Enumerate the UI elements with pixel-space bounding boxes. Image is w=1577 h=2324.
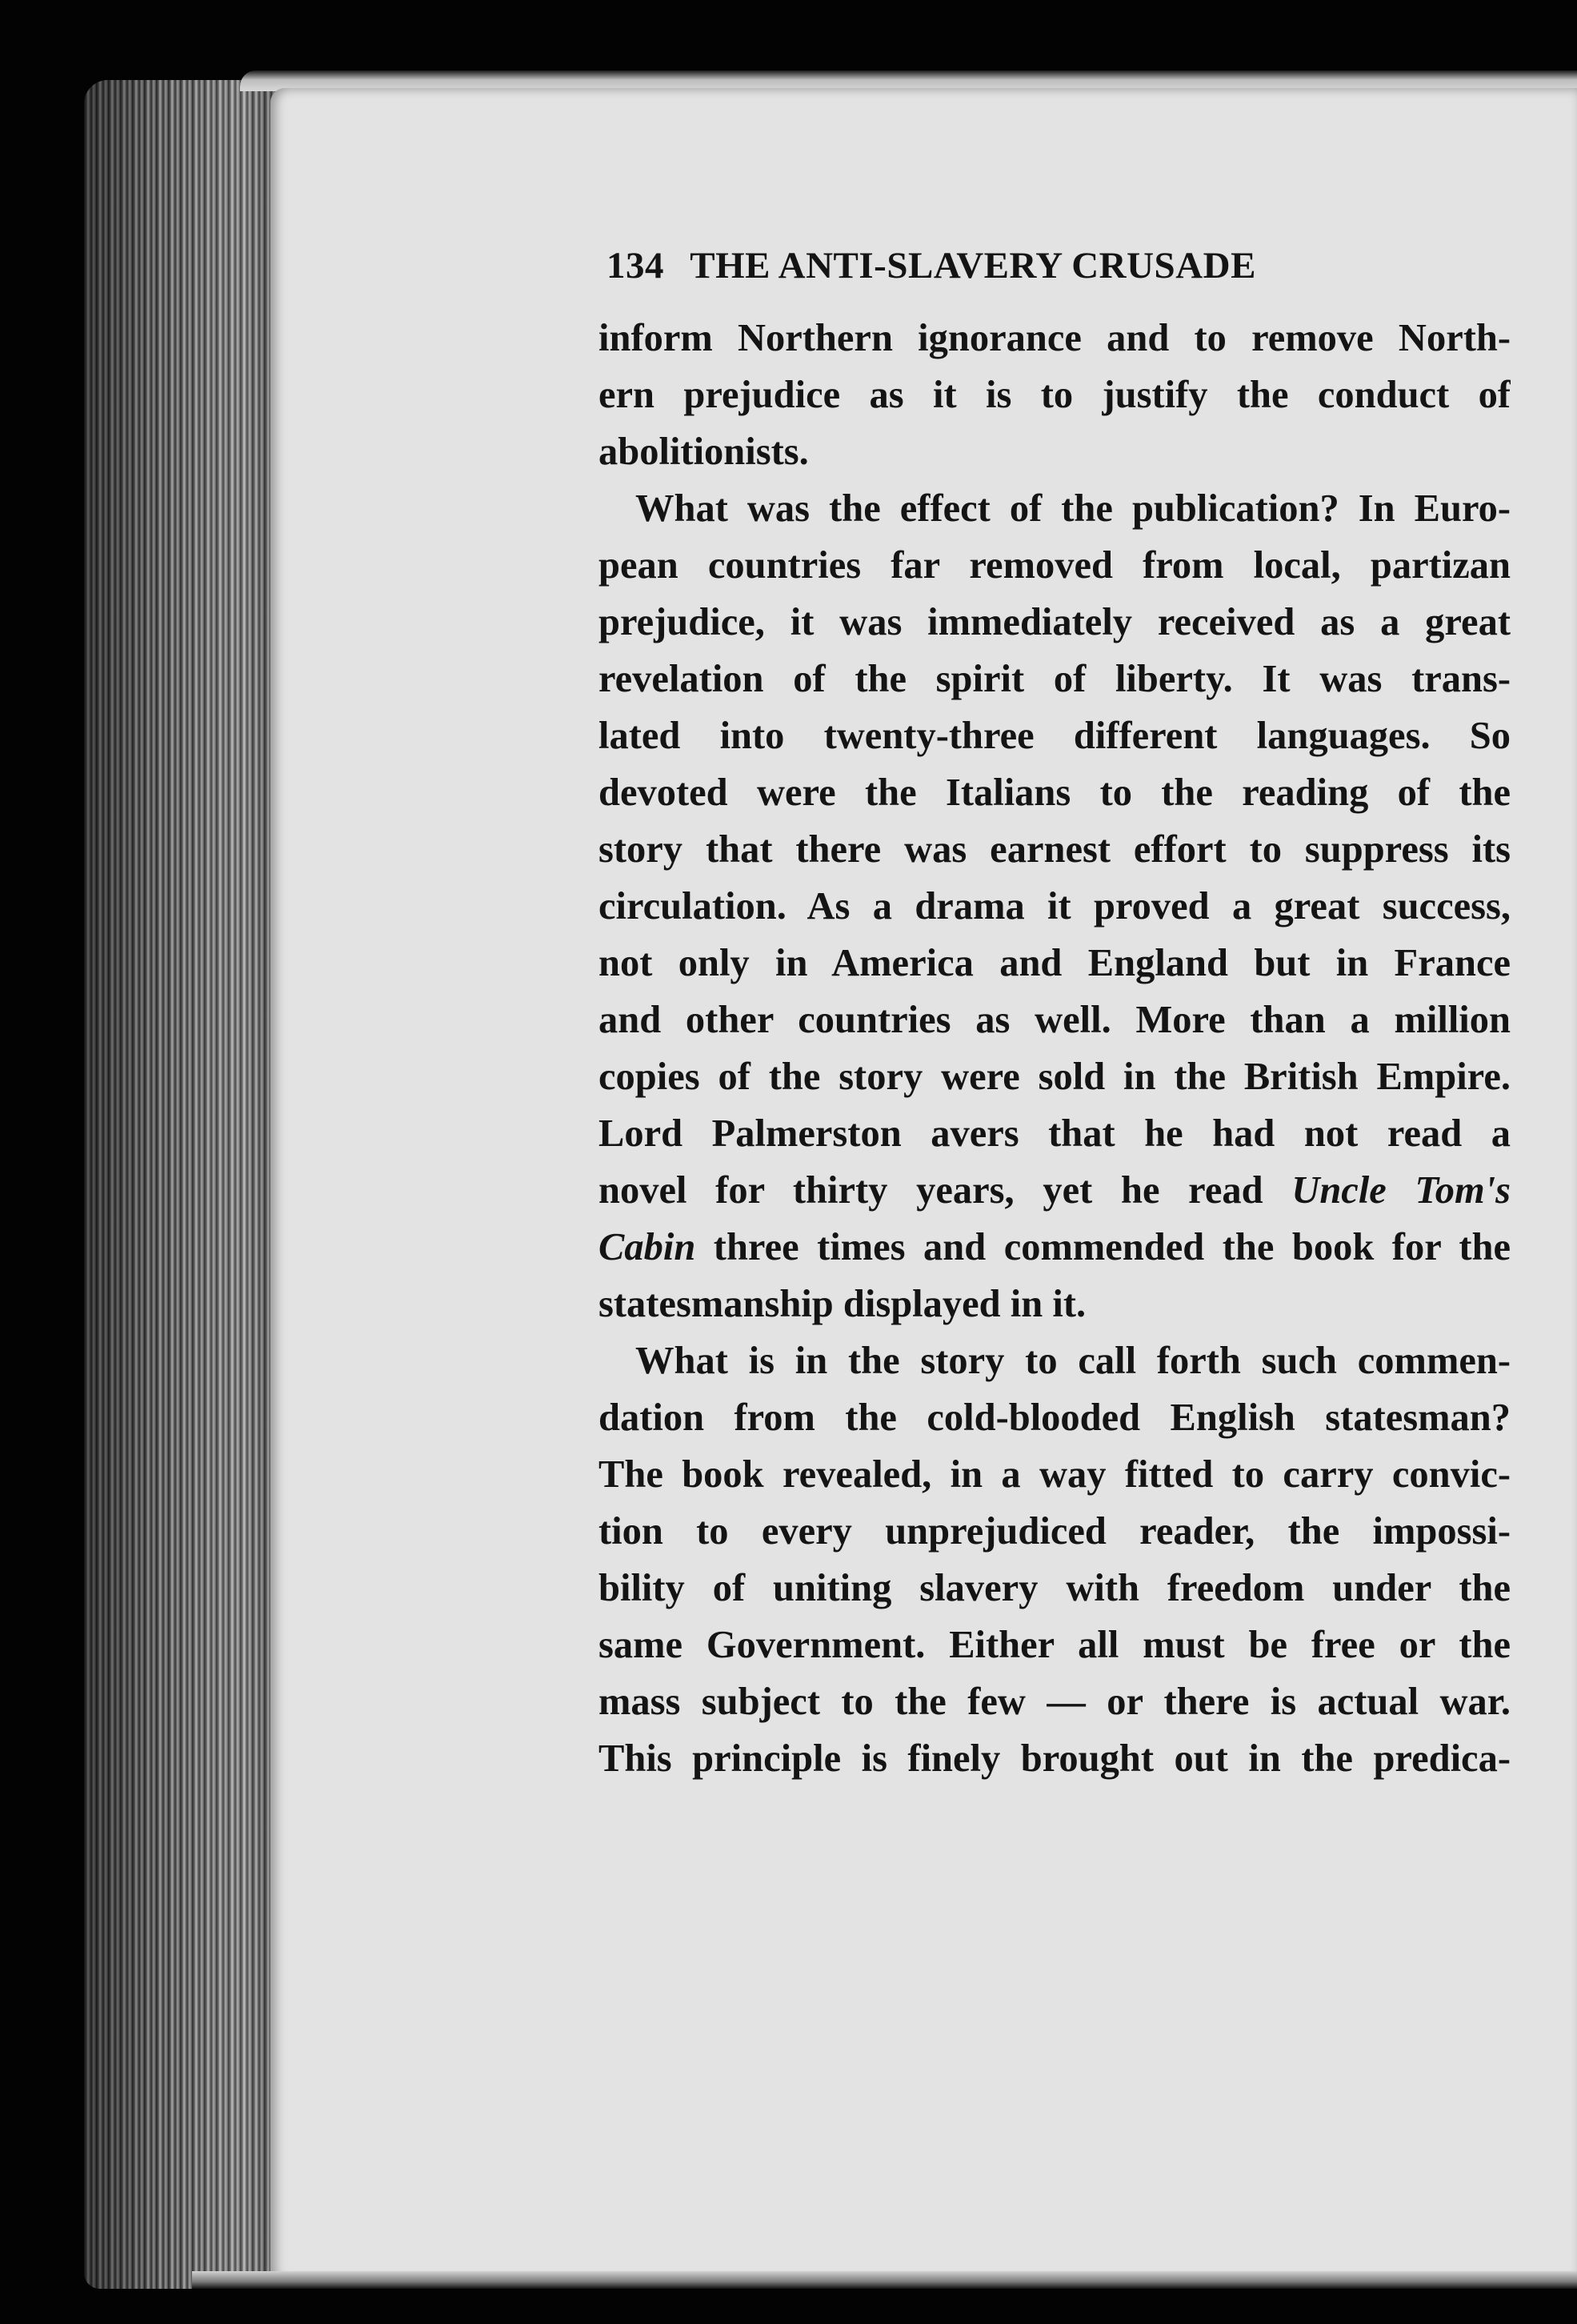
book-page-edges (84, 80, 284, 2289)
running-head (606, 244, 1511, 292)
text-line (598, 1219, 1511, 1276)
text-line (598, 1162, 1511, 1219)
book-title-italic: Uncle Tom's (1291, 1169, 1511, 1212)
text-line: mass subject to the few — or there is actual war. (598, 1681, 1511, 1723)
text-line: tion to every unprejudiced reader, the impossi- (598, 1510, 1511, 1553)
text-line: statesmanship displayed in it. (598, 1283, 1087, 1325)
text-line: Lord Palmerston avers that he had not read a (598, 1112, 1511, 1155)
text-line: same Government. Either all must be free or the (598, 1624, 1511, 1666)
text-line: prejudice, it was immediately received as a great (598, 601, 1511, 643)
text-line: The book revealed, in a way fitted to carry convic- (598, 1453, 1511, 1496)
text-line: story that there was earnest effort to suppress its (598, 828, 1511, 871)
text-line: pean countries far removed from local, partizan (598, 544, 1511, 587)
text-line: lated into twenty-three different languages. So (598, 715, 1511, 757)
running-title: THE ANTI-SLAVERY CRUSADE (690, 245, 1256, 286)
paragraph-first-line: What is in the story to call forth such commen- (635, 1340, 1511, 1382)
text-line: abolitionists. (598, 431, 809, 473)
text-segment: novel for thirty years, yet he read (598, 1169, 1263, 1212)
page-number: 134 (606, 245, 664, 286)
paragraph-first-line: What was the effect of the publication? In Euro- (635, 487, 1511, 530)
text-segment: three times and commended the book for the (713, 1226, 1511, 1268)
book-title-italic: Cabin (598, 1226, 696, 1268)
text-line: copies of the story were sold in the British Empire. (598, 1056, 1511, 1098)
text-line: and other countries as well. More than a million (598, 999, 1511, 1041)
text-line: dation from the cold-blooded English statesman? (598, 1396, 1511, 1439)
text-line: devoted were the Italians to the reading of the (598, 771, 1511, 814)
text-line: revelation of the spirit of liberty. It was trans- (598, 658, 1511, 700)
text-line: This principle is finely brought out in the predica- (598, 1737, 1511, 1780)
text-line: bility of uniting slavery with freedom under the (598, 1567, 1511, 1609)
text-line: circulation. As a drama it proved a great success, (598, 885, 1511, 928)
text-line: not only in America and England but in France (598, 942, 1511, 984)
page-bottom-edge (192, 2271, 1577, 2289)
text-line: inform Northern ignorance and to remove North- (598, 317, 1511, 359)
body-text (598, 310, 1511, 1787)
text-line: ern prejudice as it is to justify the conduct of (598, 374, 1511, 416)
